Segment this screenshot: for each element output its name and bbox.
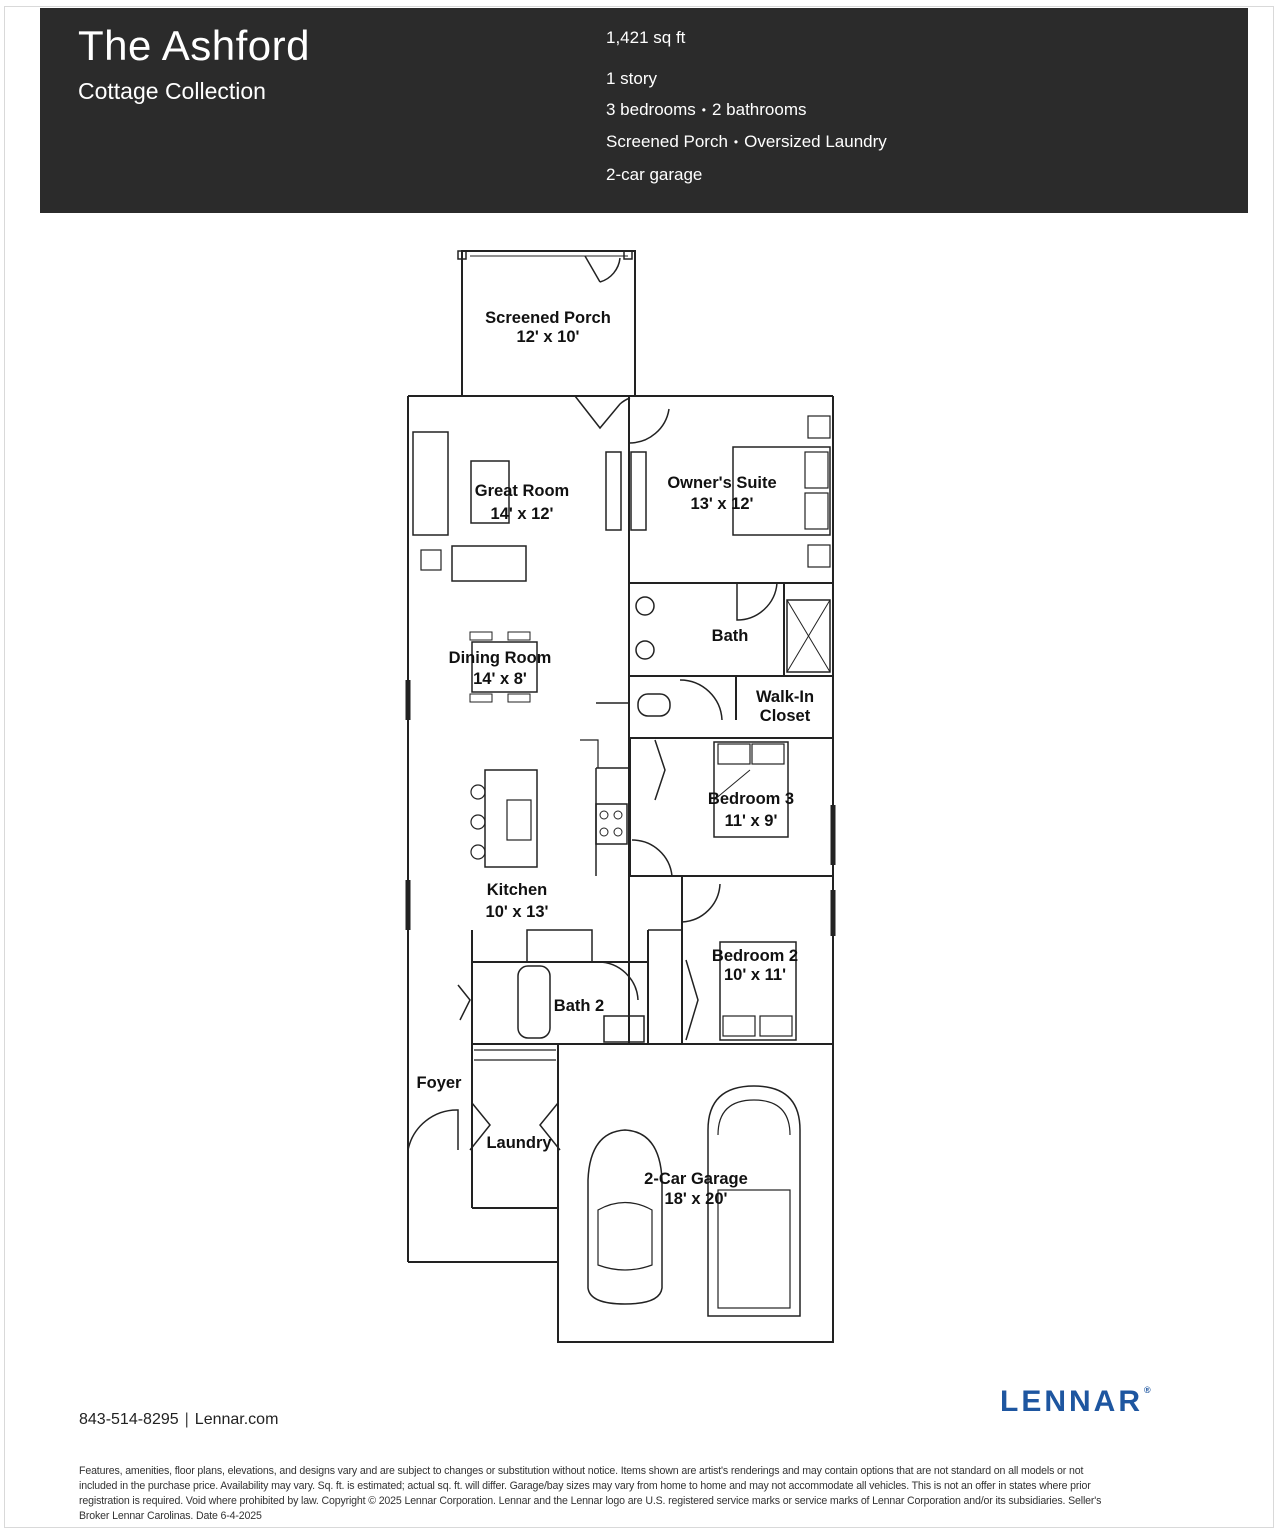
- loveseat: [452, 546, 526, 581]
- room-label-dining-room: Dining Room: [448, 649, 552, 667]
- room-size-porch: 12' x 10': [516, 328, 580, 346]
- nightstand: [808, 545, 830, 567]
- stool: [471, 785, 485, 799]
- contact-separator: |: [184, 1411, 189, 1428]
- room-size-bedroom-2: 10' x 11': [724, 966, 786, 984]
- chair: [470, 694, 492, 702]
- room-size-owners-suite: 13' x 12': [690, 495, 754, 513]
- closet-door: [686, 960, 698, 1040]
- room-label-owners-suite: Owner's Suite: [667, 474, 777, 492]
- front-door-swing: [408, 1110, 458, 1150]
- pillow: [752, 744, 784, 764]
- room-label-bath-2: Bath 2: [553, 997, 605, 1015]
- pillow: [805, 493, 828, 529]
- room-label-kitchen: Kitchen: [486, 881, 548, 899]
- pillow: [718, 744, 750, 764]
- spec-feature-porch: Screened Porch: [606, 132, 728, 152]
- room-label-laundry: Laundry: [486, 1134, 552, 1152]
- bath2-door-swing: [598, 962, 638, 1000]
- shower-x: [787, 600, 830, 672]
- room-label-closet: Closet: [759, 707, 811, 725]
- room-size-dining-room: 14' x 8': [473, 670, 527, 688]
- car-icon: [588, 1130, 662, 1304]
- truck-cab: [718, 1100, 790, 1135]
- bed2-door-swing: [682, 884, 720, 922]
- logo-text: LENNAR: [1000, 1385, 1143, 1418]
- room-label-foyer: Foyer: [416, 1074, 462, 1092]
- bullet-separator: •: [733, 135, 739, 150]
- stool: [471, 845, 485, 859]
- lennar-logo: [1000, 1385, 1151, 1419]
- owner-door-swing: [629, 409, 669, 443]
- website-link[interactable]: Lennar.com: [194, 1411, 279, 1428]
- pillow: [760, 1016, 792, 1036]
- end-table: [421, 550, 441, 570]
- room-label-bath: Bath: [711, 627, 749, 645]
- tv-console: [606, 452, 621, 530]
- pillow: [805, 452, 828, 488]
- sink: [636, 597, 654, 615]
- spec-bathrooms: 2 bathrooms: [711, 100, 807, 119]
- coat-closet-door: [458, 985, 470, 1020]
- spec-bedrooms: 3 bedrooms: [606, 100, 696, 119]
- bathtub: [518, 966, 550, 1038]
- linen-closet: [527, 930, 592, 962]
- toilet: [638, 694, 670, 716]
- bath-door-swing: [737, 583, 777, 620]
- room-label-porch: Screened Porch: [485, 309, 611, 327]
- room-label-garage: 2-Car Garage: [644, 1170, 748, 1188]
- spec-feature-laundry: Oversized Laundry: [744, 132, 887, 152]
- great-room-door: [575, 396, 630, 428]
- bed3-door-swing: [632, 840, 672, 876]
- burner: [614, 828, 622, 836]
- room-size-great-room: 14' x 12': [490, 505, 554, 523]
- truck-bed: [718, 1190, 790, 1308]
- kitchen-island: [485, 770, 537, 867]
- burner: [614, 811, 622, 819]
- contact-info: [79, 1411, 278, 1429]
- room-size-garage: 18' x 20': [664, 1190, 728, 1208]
- stool: [471, 815, 485, 829]
- spec-garage: 2-car garage: [606, 164, 703, 184]
- room-size-kitchen: 10' x 13': [485, 903, 549, 921]
- nightstand: [808, 416, 830, 438]
- chair: [470, 632, 492, 640]
- closet-door-swing: [680, 680, 722, 720]
- car-roof: [598, 1203, 652, 1271]
- closet-door: [655, 740, 665, 800]
- collection-subtitle: Cottage Collection: [78, 78, 266, 104]
- range: [596, 804, 627, 844]
- tv-console: [631, 452, 646, 530]
- room-label-bedroom-3: Bedroom 3: [707, 790, 795, 808]
- counter: [580, 740, 598, 768]
- registered-mark: ®: [1144, 1385, 1151, 1395]
- legal-disclaimer: Features, amenities, floor plans, elevations, and designs vary and are subject to changes or substitution without notice. Items shown are artist's renderings and may contain options that are not standard on all models or not included in the purchase price. Availability may vary. Sq. ft. is estimated; actual sq. ft. will differ. Garage/bay sizes may vary from home to home and may not accommodate all vehicles. This is not an offer in states where prior registration is required. Void where prohibited by law. Copyright © 2025 Lennar Corporation. Lennar and the Lennar logo are U.S. registered service marks or service marks of Lennar Corporation and/or its subsidiaries. Seller's Broker Lennar Carolinas. Date 6-4-2025: [79, 1465, 1102, 1522]
- room-size-bedroom-3: 11' x 9': [724, 812, 778, 830]
- room-label-walk-in: Walk-In: [755, 688, 815, 706]
- spec-stories: 1 story: [606, 68, 658, 88]
- bullet-separator: •: [701, 102, 706, 117]
- burner: [600, 828, 608, 836]
- phone-number[interactable]: 843-514-8295: [79, 1411, 179, 1428]
- porch-door-swing: [585, 256, 620, 282]
- sofa: [413, 432, 448, 535]
- vanity: [604, 1016, 644, 1042]
- chair: [508, 632, 530, 640]
- pillow: [723, 1016, 755, 1036]
- burner: [600, 811, 608, 819]
- porch-post: [624, 251, 632, 259]
- plan-title: The Ashford: [78, 22, 310, 69]
- chair: [508, 694, 530, 702]
- room-label-bedroom-2: Bedroom 2: [711, 947, 799, 965]
- room-label-great-room: Great Room: [474, 482, 570, 500]
- fridge-nook: [596, 703, 629, 768]
- island-sink: [507, 800, 531, 840]
- spec-sqft: 1,421 sq ft: [606, 28, 686, 47]
- sink: [636, 641, 654, 659]
